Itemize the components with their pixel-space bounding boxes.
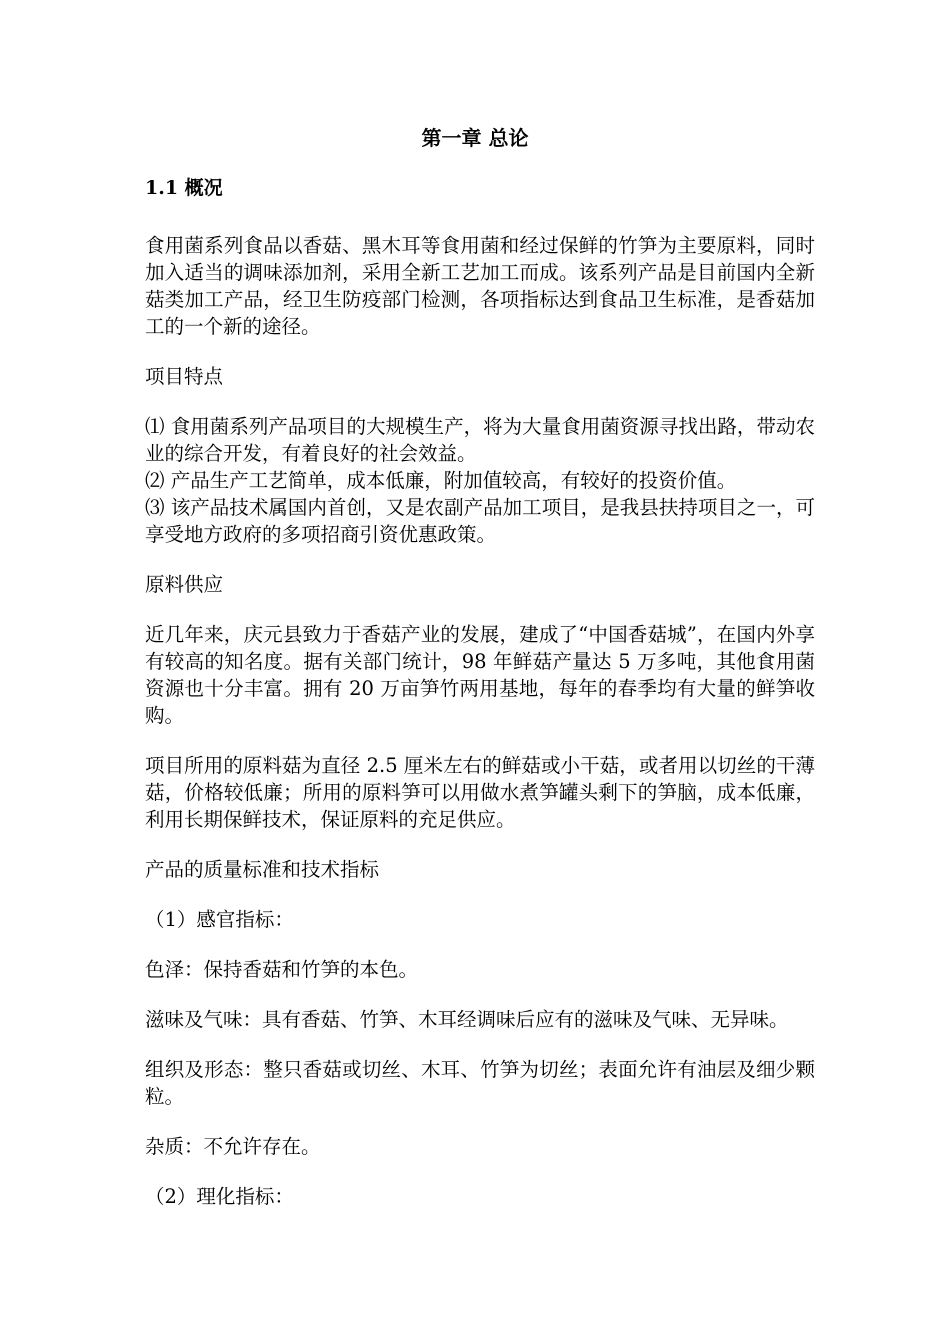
quality-heading: 产品的质量标准和技术指标 xyxy=(145,858,380,881)
sensory-heading: （1）感官指标： xyxy=(145,908,294,931)
document-body xyxy=(145,232,815,1233)
color-paragraph: 色泽：保持香菇和竹笋的本色。 xyxy=(145,958,419,981)
intro-paragraph: 食用菌系列食品以香菇、黑木耳等食用菌和经过保鲜的竹笋为主要原料，同时加入适当的调味添加剂，采用全新工艺加工而成。该系列产品是目前国内全新菇类加工产品，经卫生防疫部门检测，各项指标达到食品卫生标准，是香菇加工的一个新的途径。 xyxy=(145,234,815,338)
physchem-heading: （2）理化指标： xyxy=(145,1185,294,1208)
section-title: 1.1 概况 xyxy=(145,177,223,199)
supply-heading: 原料供应 xyxy=(145,573,224,596)
texture-paragraph: 组织及形态：整只香菇或切丝、木耳、竹笋为切丝；表面允许有油层及细少颗粒。 xyxy=(145,1058,815,1108)
feature-item-3: ⑶ 该产品技术属国内首创，又是农副产品加工项目，是我县扶持项目之一，可享受地方政府的多项招商引资优惠政策。 xyxy=(145,496,815,546)
features-heading: 项目特点 xyxy=(145,365,224,388)
taste-paragraph: 滋味及气味：具有香菇、竹笋、木耳经调味后应有的滋味及气味、无异味。 xyxy=(145,1008,789,1031)
chapter-title: 第一章 总论 xyxy=(421,126,529,150)
supply-paragraph-1: 近几年来，庆元县致力于香菇产业的发展，建成了“中国香菇城”，在国内外享有较高的知名度。据有关部门统计，98 年鲜菇产量达 5 万多吨，其他食用菌资源也十分丰富。拥有 20 万亩笋竹两用基地，每年的春季均有大量的鲜笋收购。 xyxy=(145,623,815,727)
feature-item-1: ⑴ 食用菌系列产品项目的大规模生产，将为大量食用菌资源寻找出路，带动农业的综合开发，有着良好的社会效益。 xyxy=(145,415,815,465)
supply-paragraph-2: 项目所用的原料菇为直径 2.5 厘米左右的鲜菇或小干菇，或者用以切丝的干薄菇，价格较低廉；所用的原料笋可以用做水煮笋罐头剩下的笋脑，成本低廉，利用长期保鲜技术，保证原料的充足供应。 xyxy=(145,754,815,831)
feature-item-2: ⑵ 产品生产工艺简单，成本低廉，附加值较高，有较好的投资价值。 xyxy=(145,469,737,492)
impurity-paragraph: 杂质：不允许存在。 xyxy=(145,1135,321,1158)
